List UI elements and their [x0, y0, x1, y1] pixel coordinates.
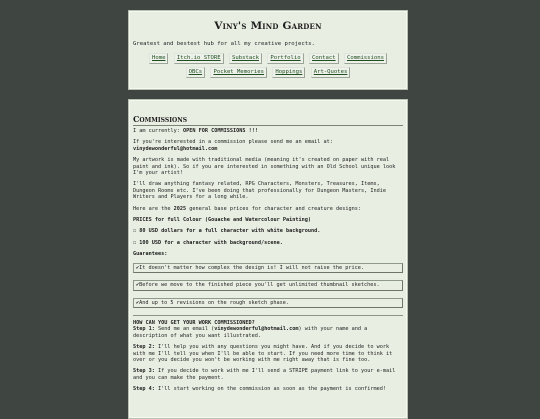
status-prefix: I am currently:: [133, 128, 183, 134]
nav-row-1: [133, 53, 403, 64]
guarantees-heading: Guarantees:: [133, 251, 168, 258]
media-paragraph: My artwork is made with traditional media (meaning it's created on paper with real paint and ink). So if you are interested in something with an Old School unique look I'm your artist!: [133, 157, 396, 177]
nav-row-2: [133, 67, 403, 78]
step1-post: ) with your name and a description of what you want illustrated.: [133, 326, 368, 339]
step2-text: I'll help you with any questions you might have. And if you decide to work with me I'll tell you when I'll be able to start. If you need more time to think it over or you decide you won't be working with me right away that is fine too.: [133, 344, 393, 363]
nav-link-hoppings[interactable]: Hoppings: [272, 67, 305, 78]
header-panel: [128, 10, 408, 90]
guarantee-box-3: ✔And up to 5 revisions on the rough sketch phase.: [133, 298, 403, 308]
step4-label: Step 4:: [133, 386, 155, 393]
divider: [133, 315, 403, 316]
step4: [133, 386, 403, 392]
nav-link-portfolio[interactable]: Portfolio: [267, 53, 303, 64]
step1-pre: Send me an email (: [154, 326, 215, 333]
email-intro: If you're interested in a commission please send me an email at:: [133, 139, 333, 146]
prices-heading: PRICES for full Colour (Gouache and Watercolour Painting): [133, 217, 312, 224]
status-value: OPEN FOR COMMISSIONS !!!: [182, 128, 258, 134]
nav-link-home[interactable]: Home: [149, 53, 168, 64]
contact-email[interactable]: vinydewonderful@hotmail.com: [133, 145, 218, 152]
nav-link-pocket-memories[interactable]: Pocket Memories: [210, 67, 267, 78]
guarantee-box-2: ✔Before we move to the finished piece you'll get unlimited thumbnail sketches.: [133, 280, 403, 290]
commissions-panel: [128, 99, 408, 419]
nav-link-contact[interactable]: Contact: [309, 53, 339, 64]
step3: [133, 368, 403, 381]
prices-intro: [133, 206, 403, 212]
step1-email[interactable]: vinydewonderful@hotmail.com: [214, 326, 299, 333]
step1-label: Step 1:: [133, 326, 155, 333]
nav-link-art-quotes[interactable]: Art-Quotes: [311, 67, 351, 78]
guarantee-box-1: ✔It doesn't matter how complex the design is! I will not raise the price.: [133, 263, 403, 273]
site-tagline: Greatest and bestest hub for all my creative projects.: [133, 41, 315, 47]
step2-label: Step 2:: [133, 344, 155, 351]
status-line: [133, 128, 403, 134]
prices-intro-pre: Here are the: [133, 205, 174, 212]
how-block: [133, 320, 403, 339]
section-title: Commissions: [133, 114, 403, 126]
step3-label: Step 3:: [133, 368, 155, 375]
email-paragraph: [133, 139, 403, 152]
nav-link-substack[interactable]: Substack: [229, 53, 262, 64]
step3-text: If you decide to work with me I'll send a STRIPE payment link to your e-mail and you can make the payment.: [133, 368, 396, 381]
step2: [133, 344, 403, 363]
nav-link-commissions[interactable]: Commissions: [344, 53, 387, 64]
subjects-paragraph: I'll draw anything fantasy related, RPG Characters, Monsters, Treasures, Items, Dungeon Rooms etc. I've been doing that professionally for Dungeon Masters, Indie Writers and Players for a long while.: [133, 181, 386, 201]
site-title: Viny's Mind Garden: [214, 20, 322, 32]
price-item-2: ☐ 100 USD for a character with background/scene.: [133, 239, 283, 246]
nav-link-obcs[interactable]: OBCs: [186, 67, 205, 78]
prices-intro-post: general base prices for character and creature designs:: [186, 205, 362, 212]
price-item-1: ☐ 80 USD dollars for a full character with white background.: [133, 228, 321, 235]
step4-text: I'll start working on the commission as soon as the payment is confirmed!: [154, 386, 386, 393]
prices-year: 2025: [173, 205, 187, 212]
nav-link-itchio-store[interactable]: Itch.io STORE: [174, 53, 224, 64]
how-heading: HOW CAN YOU GET YOUR WORK COMMISSIONED?: [133, 319, 255, 326]
